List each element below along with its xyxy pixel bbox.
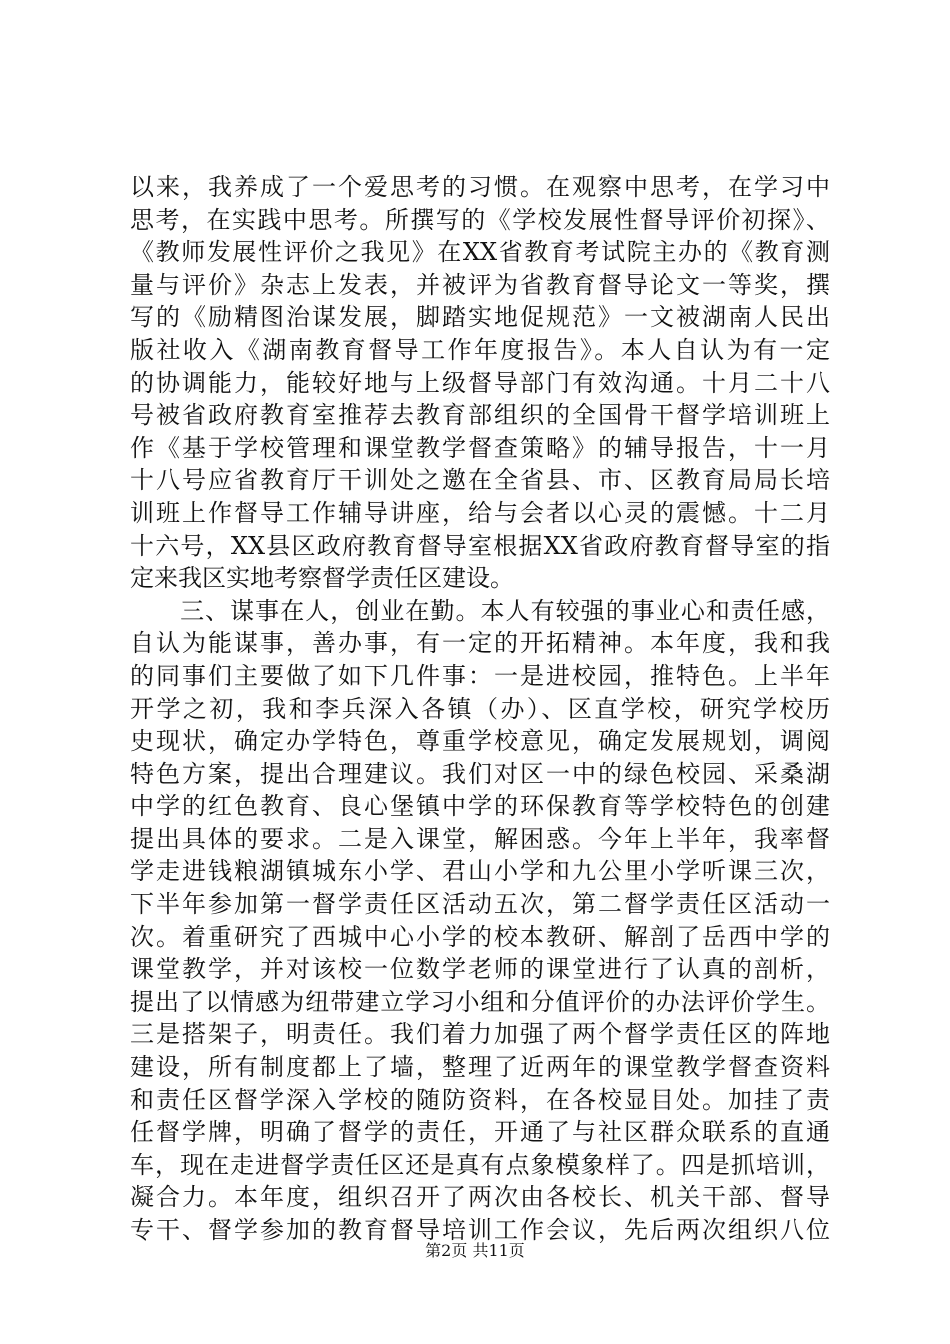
text-line: 建设，所有制度都上了墙，整理了近两年的课堂教学督查资料 (130, 1053, 830, 1082)
text-line: 课堂教学，并对该校一位数学老师的课堂进行了认真的剖析， (130, 955, 830, 984)
text-line: 思考，在实践中思考。所撰写的《学校发展性督导评价初探》、 (130, 205, 830, 234)
text-line: 《教师发展性评价之我见》在XX省教育考试院主办的《教育测 (130, 238, 830, 267)
text-line: 三是搭架子，明责任。我们着力加强了两个督学责任区的阵地 (130, 1020, 830, 1049)
body-text (130, 171, 830, 1247)
text-line: 写的《励精图治谋发展，脚踏实地促规范》一文被湖南人民出 (130, 303, 830, 332)
text-line: 十八号应省教育厅干训处之邀在全省县、市、区教育局局长培 (130, 466, 830, 495)
text-line: 凝合力。本年度，组织召开了两次由各校长、机关干部、督导 (130, 1183, 830, 1212)
text-line: 学走进钱粮湖镇城东小学、君山小学和九公里小学听课三次， (130, 857, 830, 886)
text-line: 作《基于学校管理和课堂教学督查策略》的辅导报告，十一月 (130, 433, 830, 462)
text-line: 专干、督学参加的教育督导培训工作会议，先后两次组织八位 (130, 1216, 830, 1244)
text-line: 的协调能力，能较好地与上级督导部门有效沟通。十月二十八 (130, 368, 830, 397)
text-line: 次。着重研究了西城中心小学的校本教研、解剖了岳西中学的 (130, 922, 830, 951)
text-line: 定来我区实地考察督学责任区建设。 (130, 564, 514, 593)
text-line: 和责任区督学深入学校的随防资料，在各校显目处。加挂了责 (130, 1085, 830, 1114)
text-line: 特色方案，提出合理建议。我们对区一中的绿色校园、采桑湖 (130, 759, 830, 788)
text-line: 十六号，XX县区政府教育督导室根据XX省政府教育督导室的指 (130, 531, 830, 560)
text-line: 车，现在走进督学责任区还是真有点象模象样了。四是抓培训， (130, 1150, 830, 1179)
page-footer: 第2页 共11页 (425, 1241, 525, 1260)
text-line: 任督学牌，明确了督学的责任，开通了与社区群众联系的直通 (130, 1118, 830, 1147)
text-line: 史现状，确定办学特色，尊重学校意见，确定发展规划，调阅 (130, 727, 830, 756)
text-line: 自认为能谋事，善办事，有一定的开拓精神。本年度，我和我 (130, 629, 830, 658)
text-line: 三、谋事在人，创业在勤。本人有较强的事业心和责任感， (130, 596, 830, 625)
text-line: 量与评价》杂志上发表，并被评为省教育督导论文一等奖，撰 (130, 270, 830, 299)
text-line: 中学的红色教育、良心堡镇中学的环保教育等学校特色的创建 (130, 792, 830, 821)
text-line: 提出具体的要求。二是入课堂，解困惑。今年上半年，我率督 (130, 824, 830, 853)
text-line: 下半年参加第一督学责任区活动五次，第二督学责任区活动一 (130, 890, 830, 919)
text-line: 训班上作督导工作辅导讲座，给与会者以心灵的震憾。十二月 (130, 498, 830, 527)
text-line: 开学之初，我和李兵深入各镇（办）、区直学校，研究学校历 (130, 694, 830, 723)
text-line: 以来，我养成了一个爱思考的习惯。在观察中思考，在学习中 (130, 173, 830, 201)
text-line: 版社收入《湖南教育督导工作年度报告》。本人自认为有一定 (130, 335, 830, 364)
text-line: 提出了以情感为纽带建立学习小组和分值评价的办法评价学生。 (130, 987, 830, 1016)
text-line: 的同事们主要做了如下几件事：一是进校园，推特色。上半年 (130, 661, 830, 690)
text-line: 号被省政府教育室推荐去教育部组织的全国骨干督学培训班上 (130, 401, 830, 430)
